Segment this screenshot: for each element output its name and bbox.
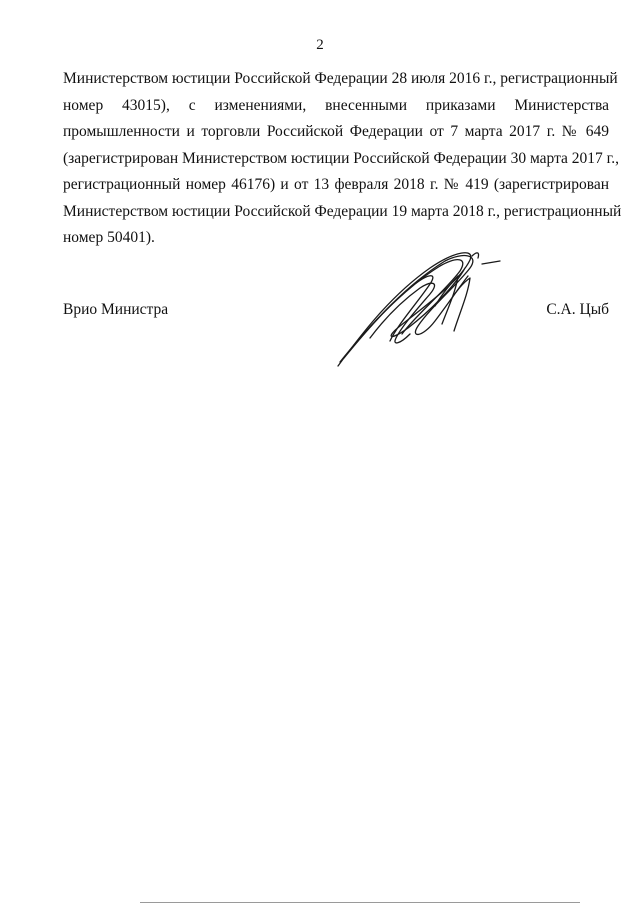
body-paragraph (63, 66, 622, 252)
body-line: номер 43015), с изменениями, внесенными приказами Министерства (63, 96, 609, 114)
body-line: Министерством юстиции Российской Федерации 19 марта 2018 г., регистрационный (63, 202, 622, 220)
page-bottom-edge (140, 902, 580, 903)
body-line: (зарегистрирован Министерством юстиции Российской Федерации 30 марта 2017 г., (63, 149, 620, 167)
signatory-title: Врио Министра (63, 301, 169, 318)
body-line: промышленности и торговли Российской Федерации от 7 марта 2017 г. № 649 (63, 123, 609, 140)
handwritten-signature (330, 246, 510, 371)
body-line: номер 50401). (63, 229, 155, 246)
body-line: регистрационный номер 46176) и от 13 февраля 2018 г. № 419 (зарегистрирован (63, 176, 609, 193)
body-line: Министерством юстиции Российской Федерации 28 июля 2016 г., регистрационный (63, 70, 618, 87)
signatory-name: С.А. Цыб (546, 301, 609, 318)
page-number: 2 (316, 37, 324, 53)
